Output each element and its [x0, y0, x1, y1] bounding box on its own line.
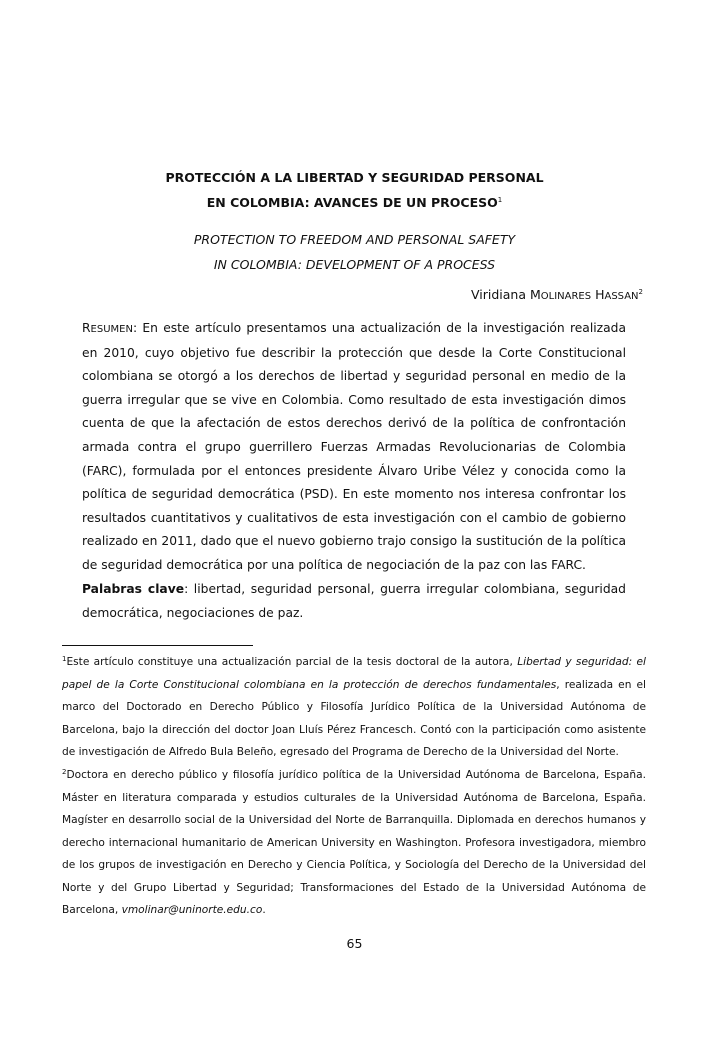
abstract-label: RESUMEN — [82, 321, 133, 335]
title-footnote-mark[interactable]: 1 — [497, 195, 503, 204]
author-email-link[interactable]: vmolinar@uninorte.edu.co — [121, 904, 263, 916]
title-line-1: PROTECCIÓN A LA LIBERTAD Y SEGURIDAD PERSONAL — [165, 170, 544, 185]
footnote-separator — [62, 645, 253, 646]
keywords-label: Palabras clave — [82, 582, 185, 596]
author-name: Viridiana MOLINARES HASSAN$^2$ — [470, 287, 643, 302]
thesis-title: Libertad y seguridad: el papel de la Corte Constitucional colombiana en la protección de derechos fundamentales — [62, 656, 646, 691]
keywords — [82, 578, 626, 625]
footnote-1-mark: 1 — [62, 655, 67, 663]
author-footnote-mark[interactable]: 2 — [638, 287, 643, 296]
title-line-2: EN COLOMBIA: AVANCES DE UN PROCESO$^1$ — [206, 195, 503, 210]
subtitle-line-1: PROTECTION TO FREEDOM AND PERSONAL SAFETY — [193, 232, 516, 247]
footnote-2: $^2$Doctora en derecho público y filosofía jurídico política de la Universidad Autónoma de Barcelona, España. Máster en literatura comparada y estudios culturales de la Universidad Autónoma de Barcelona, España. Magíster en desarrollo social de la Universidad del Norte de Barranquilla. Diplomada en derechos humanos y derecho internacional humanitario de American University en Washington. Profesora investigadora, miembro de los grupos de investigación en Derecho y Ciencia Política, y Sociología del Derecho de la Universidad del Norte y del Grupo Libertad y Seguridad; Transformaciones del Estado de la Universidad Autónoma de Barcelona, vmolinar@uninorte.edu.co. — [62, 768, 646, 916]
keywords-text: : libertad, seguridad personal, guerra irregular colombiana, seguridad democrática, negociaciones de paz. — [82, 582, 626, 620]
subtitle-line-2: IN COLOMBIA: DEVELOPMENT OF A PROCESS — [213, 257, 496, 272]
page-number: 65 — [346, 936, 363, 951]
footnote-2-mark: 2 — [62, 768, 67, 776]
abstract — [82, 317, 626, 578]
abstract-text: : En este artículo presentamos una actualización de la investigación realizada en 2010, cuyo objetivo fue describir la protección que desde la Corte Constitucional colombiana se otorgó a los derechos de libertad y seguridad personal en medio de la guerra irregular que se vive en Colombia. Como resultado de esta investigación dimos cuenta de que la afectación de estos derechos derivó de la política de confrontación armada contra el grupo guerrillero Fuerzas Armadas Revolucionarias de Colombia (FARC), formulada por el entonces presidente Álvaro Uribe Vélez y conocida como la política de seguridad democrática (PSD). En este momento nos interesa confrontar los resultados cuantitativos y cualitativos de esta investigación con el cambio de gobierno realizado en 2011, dado que el nuevo gobierno trajo consigo la sustitución de la política de seguridad democrática por una política de negociación de la paz con las FARC. — [82, 321, 626, 572]
footnote-1: $^1$Este artículo constituye una actualización parcial de la tesis doctoral de la autora, Libertad y seguridad: el papel de la Corte Constitucional colombiana en la protección de derechos fundamentales, realizada en el marco del Doctorado en Derecho Público y Filosofía Jurídico Política de la Universidad Autónoma de Barcelona, bajo la dirección del doctor Joan Lluís Pérez Francesch. Contó con la participación como asistente de investigación de Alfredo Bula Beleño, egresado del Programa de Derecho de la Universidad del Norte. — [62, 655, 646, 758]
